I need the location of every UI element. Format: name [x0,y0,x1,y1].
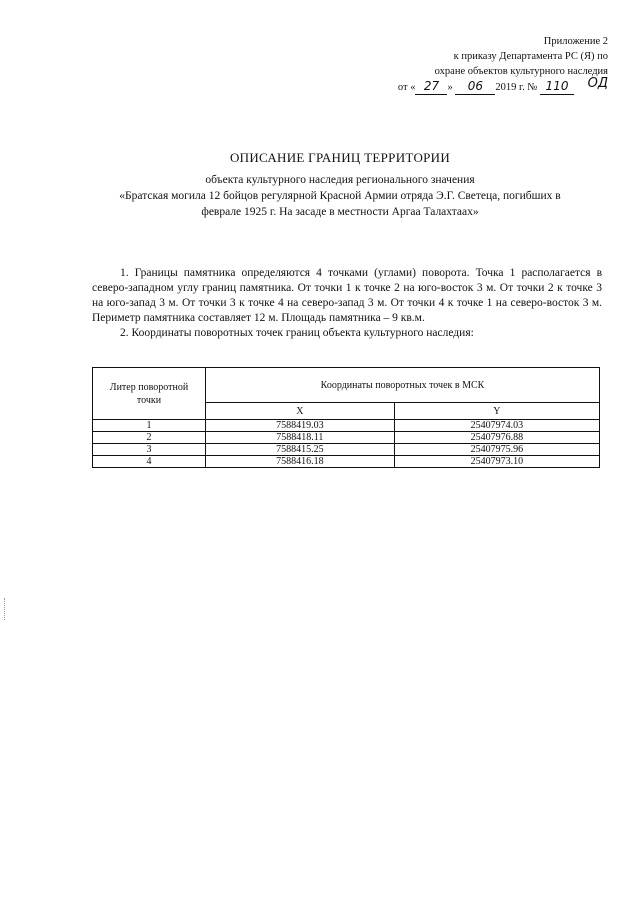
y-cell: 25407976.88 [394,432,599,444]
order-day: 27 [415,79,447,95]
x-cell: 7588416.18 [206,456,395,468]
table-header-row [93,368,600,403]
x-cell: 7588419.03 [206,420,395,432]
table-row [93,444,600,456]
y-cell: 25407973.10 [394,456,599,468]
page-title: ОПИСАНИЕ ГРАНИЦ ТЕРРИТОРИИ [229,150,451,165]
object-name-line1: «Братская могила 12 бойцов регулярной Красной Армии отряда Э.Г. Светеца, погибших в [119,190,561,202]
scan-margin-mark [4,598,7,620]
boundary-description: 1. Границы памятника определяются 4 точками (углами) поворота. Точка 1 располагается в северо-западном углу границ памятника. От точки 1 к точке 2 на юго-восток 3 м. От точки 2 к точке 3 на юго-запад 3 м. От точки 3 к точке 4 на северо-запад 3 м. От точки 4 к точке 1 на северо-восток 3 м. Периметр памятника составляет 12 м. Площадь памятника – 9 кв.м. [92,267,602,324]
y-cell: 25407974.03 [394,420,599,432]
order-month: 06 [455,79,495,95]
object-category: объекта культурного наследия регионального значения [205,174,475,186]
x-cell: 7588418.11 [206,432,395,444]
y-cell: 25407975.96 [394,444,599,456]
appendix-label: Приложение 2 [543,36,608,47]
column-header-point: Литер поворотной точки [93,368,206,420]
point-cell: 1 [93,420,206,432]
point-cell: 2 [93,432,206,444]
column-header-coordinates: Координаты поворотных точек в МСК [206,368,600,403]
description-body [92,266,602,341]
document-header [398,34,608,95]
column-header-y: Y [394,403,599,420]
coordinates-intro: 2. Координаты поворотных точек границ объекта культурного наследия: [120,327,474,339]
title-block [80,150,600,220]
order-date-line: от « 27 » 06 2019 г. № 110 ОД [397,76,608,93]
order-number: 110 [540,79,574,95]
table-row [93,420,600,432]
order-reference: к приказу Департамента РС (Я) по [453,51,608,62]
table-row [93,456,600,468]
column-header-x: X [206,403,395,420]
point-cell: 3 [93,444,206,456]
object-name-line2: феврале 1925 г. На засаде в местности Аргаа Талахтаах» [201,206,479,218]
x-cell: 7588415.25 [206,444,395,456]
coordinates-table [92,367,600,468]
department-name: охране объектов культурного наследия [434,66,608,77]
point-cell: 4 [93,456,206,468]
order-suffix: ОД [587,76,608,91]
table-row [93,432,600,444]
